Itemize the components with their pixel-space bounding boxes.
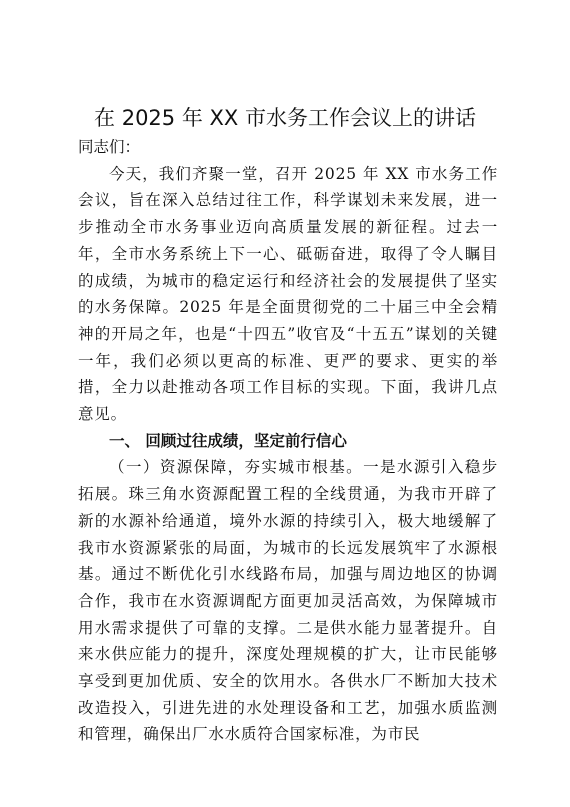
section-paragraph: （一）资源保障，夯实城市根基。一是水源引入稳步拓展。珠三角水资源配置工程的全线贯通，为我市开辟了新的水源补给通道，境外水源的持续引入，极大地缓解了我市水资源紧张的局面，为城市的长远发展筑牢了水源根基。通过不断优化引水线路布局，加强与周边地区的协调合作，我市在水资源调配方面更加灵活高效，为保障城市用水需求提供了可靠的支撑。二是供水能力显著提升。自来水供应能力的提升，深度处理规模的扩大，让市民能够享受到更加优质、安全的饮用水。各供水厂不断加大技术改造投入，引进先进的水处理设备和工艺，加强水质监测和管理，确保出厂水水质符合国家标准，为市民 [78,458,498,744]
intro-paragraph: 今天，我们齐聚一堂，召开 2025 年 XX 市水务工作会议，旨在深入总结过往工作，科学谋划未来发展，进一步推动全市水务事业迈向高质量发展的新征程。过去一年，全市水务系统上下一心、砥砺奋进，取得了令人瞩目的成绩，为城市的稳定运行和经济社会的发展提供了坚实的水务保障。2025 年是全面贯彻党的二十届三中全会精神的开局之年，也是“十四五”收官及“十五五”谋划的关键一年，我们必须以更高的标准、更严的要求、更实的举措，全力以赴推动各项工作目标的实现。下面，我讲几点意见。 [78,164,498,424]
document-body [78,134,498,748]
section-heading: 一、 回顾过往成绩，坚定前行信心 [109,431,347,450]
salutation: 同志们： [78,138,141,156]
document-title: 在 2025 年 XX 市水务工作会议上的讲话 [94,106,476,130]
